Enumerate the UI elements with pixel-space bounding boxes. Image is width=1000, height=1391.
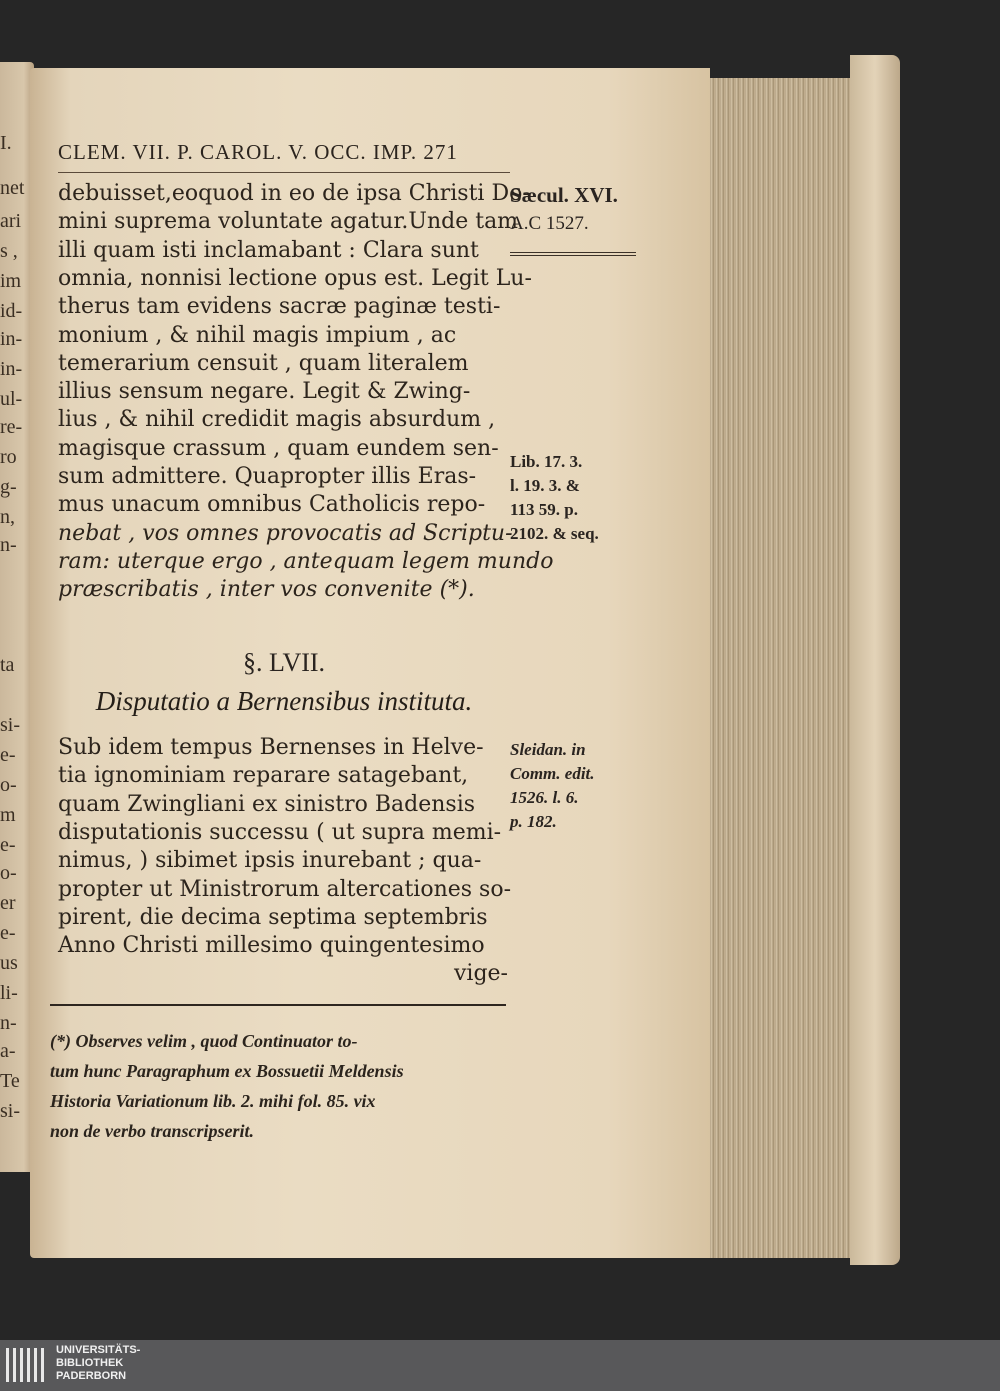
margin-note-rule xyxy=(510,252,636,256)
book-cover xyxy=(850,55,900,1265)
left-page-fragment: e- xyxy=(0,744,16,766)
left-page-text-fragments xyxy=(0,62,34,1172)
body-line: ram: uterque ergo , antequam legem mundo xyxy=(58,548,554,574)
section-line: pirent, die decima septima septembris xyxy=(58,904,488,930)
left-page-fragment: id- xyxy=(0,300,23,322)
section-number: §. LVII. xyxy=(242,648,326,677)
body-line: debuisset,eoquod in eo de ipsa Christi Do- xyxy=(58,181,530,206)
body-line: therus tam evidens sacræ paginæ testi- xyxy=(58,294,501,320)
body-line: præscribatis , inter vos convenite (*). xyxy=(58,577,475,603)
left-page-fragment: in- xyxy=(0,328,23,350)
left-page-fragment: net xyxy=(0,177,25,199)
footnote-line: non de verbo transcripserit. xyxy=(50,1121,255,1141)
footnote-rule xyxy=(50,1004,506,1006)
body-line: omnia, nonnisi lectione opus est. Legit Lu- xyxy=(58,265,532,291)
section-line: disputationis successu ( ut supra memi- xyxy=(58,819,502,845)
body-line: sum admittere. Quapropter illis Eras- xyxy=(58,464,477,489)
section-title: Disputatio a Bernensibus instituta. xyxy=(95,686,473,716)
library-name-line: BIBLIOTHEK xyxy=(56,1357,124,1369)
left-page-fragment: ta xyxy=(0,654,15,676)
left-page-fragment: a- xyxy=(0,1040,16,1062)
left-page-fragment: n, xyxy=(0,506,15,528)
section-line: Anno Christi millesimo quingentesimo xyxy=(58,933,485,959)
head-rule xyxy=(58,172,510,173)
library-name-line: PADERBORN xyxy=(56,1370,127,1382)
library-logo-icon xyxy=(6,1348,46,1384)
library-name-line: UNIVERSITÄTS- xyxy=(56,1344,141,1356)
left-page-fragment: Te xyxy=(0,1070,20,1092)
left-page-fragment: I. xyxy=(0,132,12,154)
body-line: lius , & nihil credidit magis absurdum , xyxy=(58,407,496,433)
left-page-fragment: ro xyxy=(0,446,17,468)
section-line: quam Zwingliani ex sinistro Badensis xyxy=(58,791,476,817)
left-page-fragment: us xyxy=(0,952,18,974)
body-line: nebat , vos omnes provocatis ad Scriptu- xyxy=(58,520,513,546)
left-page-fragment: ul- xyxy=(0,388,23,410)
left-page-fragment: o- xyxy=(0,862,17,884)
page-edges xyxy=(700,78,868,1258)
left-page-fragment: n- xyxy=(0,534,17,556)
body-line: monium , & nihil magis impium , ac xyxy=(58,322,457,348)
body-line: mus unacum omnibus Catholicis repo- xyxy=(58,492,486,518)
left-page-fragment: e- xyxy=(0,922,16,944)
margin-reference-line: 2102. & seq. xyxy=(510,524,599,543)
margin-note-anno: A.C 1527. xyxy=(510,213,589,234)
left-page-fragment: n- xyxy=(0,1012,17,1034)
left-page-edge xyxy=(0,62,34,1172)
left-page-fragment: o- xyxy=(0,774,17,796)
left-page-fragment: im xyxy=(0,270,22,292)
margin-reference-line: 113 59. p. xyxy=(510,500,579,519)
margin-reference-line: Comm. edit. xyxy=(510,764,595,783)
left-page-fragment: ari xyxy=(0,210,22,232)
footnote-line: tum hunc Paragraphum ex Bossuetii Meldensis xyxy=(50,1061,404,1081)
left-page-fragment: er xyxy=(0,892,16,914)
left-page-fragment: m xyxy=(0,804,16,826)
section-line: propter ut Ministrorum altercationes so- xyxy=(58,876,512,902)
margin-reference-line: p. 182. xyxy=(510,812,557,831)
margin-reference-line: Sleidan. in xyxy=(510,740,586,759)
section-line: Sub idem tempus Bernenses in Helve- xyxy=(58,735,484,760)
library-footer xyxy=(0,1340,1000,1391)
margin-note-saecul: Sæcul. XVI. xyxy=(510,183,618,207)
section-line: nimus, ) sibimet ipsis inurebant ; qua- xyxy=(58,848,482,874)
body-line: magisque crassum , quam eundem sen- xyxy=(58,435,499,461)
body-line: illi quam isti inclamabant : Clara sunt xyxy=(58,237,479,263)
left-page-fragment: s , xyxy=(0,240,18,262)
body-line: mini suprema voluntate agatur.Unde tam xyxy=(58,209,519,235)
margin-reference-line: 1526. l. 6. xyxy=(510,788,579,807)
left-page-fragment: in- xyxy=(0,358,23,380)
left-page-fragment: g- xyxy=(0,476,17,498)
left-page-fragment: si- xyxy=(0,714,20,736)
body-line: illius sensum negare. Legit & Zwing- xyxy=(58,379,471,405)
section-line: tia ignominiam reparare satagebant, xyxy=(58,763,469,789)
left-page-fragment: e- xyxy=(0,834,16,856)
section-line: vige- xyxy=(453,961,508,987)
library-name xyxy=(56,1344,140,1383)
left-page-fragment: re- xyxy=(0,416,23,438)
left-page-fragment: li- xyxy=(0,982,18,1004)
margin-reference-line: l. 19. 3. & xyxy=(510,476,580,495)
left-page-fragment: si- xyxy=(0,1100,20,1122)
footnote-line: (*) Observes velim , quod Continuator to- xyxy=(50,1031,358,1051)
body-line: temerarium censuit , quam literalem xyxy=(58,350,469,376)
running-head: CLEM. VII. P. CAROL. V. OCC. IMP. 271 xyxy=(58,140,458,164)
margin-reference-line: Lib. 17. 3. xyxy=(510,452,583,471)
footnote-line: Historia Variationum lib. 2. mihi fol. 85. vix xyxy=(50,1091,376,1111)
